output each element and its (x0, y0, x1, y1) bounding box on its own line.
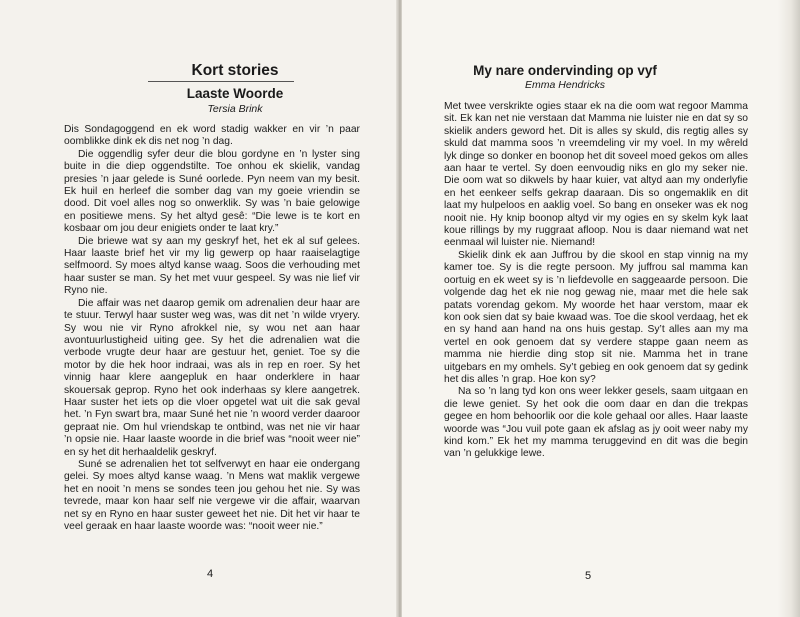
section-title-rule (148, 81, 294, 82)
right-page-number: 5 (585, 570, 592, 582)
right-story-body (444, 101, 748, 461)
left-story-body (64, 124, 360, 533)
left-paragraph: Die oggendlig syfer deur die blou gordyne en ’n lyster sing buite in die diep oggendstilte. Toe onhou ek skielik, vandag presies ’n jaar gelede is Suné oorlede. Pyn neem van my besit. Ek huil en herleef die somber dag van my goeie vriendin se dood. Dit voel alles nog so onwerklik. Sy was ’n baie gelowige en positiewe mens. Sy het altyd gesê: “Die lewe is te kort en kosbaar om jou deur enigiets onder te laat kry.” (64, 148, 360, 235)
right-paragraph: Na so ’n lang tyd kon ons weer lekker gesels, saam uitgaan en die lewe geniet. Sy het ook die oom daar en dan die trekpas gegee en hom behoorlik oor die kole gehaal oor alles. Haar laaste woorde was “Jou vuil pote gaan ek afslag as jy ooit weer naby my kind kom.” Ek het my mamma teruggevind en dit was die begin van ’n gelukkige lewe. (444, 386, 748, 460)
left-paragraph: Suné se adrenalien het tot selfverwyt en haar eie ondergang gelei. Sy moes altyd kanse waag. ’n Mens wat maklik vergewe het en nooit ’n mens se sondes teen jou gehou het nie. Sy was tevrede, maar kon haar self nie vergewe vir die affair, waarvan net sy en Ryno en haar suster geweet het nie. Dit het vir haar te veel geraak en haar laaste woorde was: “nooit weer nie.” (64, 458, 360, 532)
right-paragraph: Skielik dink ek aan Juffrou by die skool en stap vinnig na my kamer toe. Sy is die regte persoon. My juffrou sal mamma kan oortuig en ek weet sy is ’n liefdevolle en saggeaarde persoon. Die volgende dag het ek nie nog gewag nie, maar met die hele sak patats vorendag gekom. My woorde het haar verstom, maar ek kon ook sien dat sy baie kwaad was. Toe die skool verdaag, het ek en sy hand aan hand na ons huis gestap. Sy’t alles aan my ma vertel en ook genoem dat sy verdere stappe gaan neem as mamma nie hierdie ding stop sit nie. Mamma het in trane uitgebars en my omhels. Sy’t gebieg en ook genoem dat sy gedink het dis alles ’n grap. Hoe kon sy? (444, 249, 748, 385)
left-paragraph: Die affair was net daarop gemik om adrenalien deur haar are te stuur. Terwyl haar suster weg was, was dit net ’n wilde vryery. Sy wou nie vir Ryno afrokkel nie, sy wou net aan haar avontuurlustigheid uiting gee. Sy het die adrenalien wat die verbode vrugte deur haar are gestuur het, geniet. Toe sy die motor by die hek hoor indraai, was als in rep en roer. Sy het vinnig haar klere aangepluk en haar onderklere in haar skouersak geprop. Ryno het ook inderhaas sy klere aangetrek. Haar suster het iets op die vloer opgetel wat uit die sak geval het. ’n Fyn swart bra, maar Suné het nie ’n woord verder daaroor gepraat nie. Om hul vriendskap te ontbind, was net nie vir haar ’n opsie nie. Haar laaste woorde in die brief was “nooit weer nie” en sy het dit herhaaldelik geskryf. (64, 297, 360, 458)
left-page (0, 0, 398, 617)
right-story-author: Emma Hendricks (525, 79, 605, 91)
right-paragraph: Met twee verskrikte ogies staar ek na die oom wat regoor Mamma sit. Ek kan net nie verstaan dat Mamma nie luister nie en dat sy so skielik anders geword het. Dit is alles sy skuld, dis regtig alles sy skuld dat mamma soos ’n vreemdeling vir my voel. In my wêreld lyk dinge so donker en boonop het dit soveel moed gekos om alles aan haar te vertel. Sy doen eenvoudig niks en glo my seker nie. Die oom wat so dikwels by haar kuier, vat altyd aan my onderlyfie en het eenkeer selfs gekrap daaraan. Dis so ongemaklik en dit laat my hulpeloos en aaklig voel. So bang en onseker was ek nog nooit nie. Hy knip boonop altyd vir my ogies en sy skelm kyk laat koue rillings by my ruggraat afloop. Nou is daar niemand wat net eenmaal wil luister nie. Niemand! (444, 101, 748, 249)
left-story-author: Tersia Brink (207, 103, 263, 115)
right-story-title: My nare ondervinding op vyf (473, 63, 657, 78)
left-page-number: 4 (207, 568, 214, 580)
left-paragraph: Die briewe wat sy aan my geskryf het, het ek al suf gelees. Haar laaste brief het vir my lig gewerp op haar raaiselagtige selfmoord. Sy moes altyd kanse waag. Soos die verhouding met haar suster se man. Sy het met vuur gespeel. Sy was nie lief vir Ryno nie. (64, 235, 360, 297)
left-story-title: Laaste Woorde (186, 86, 284, 101)
left-paragraph: Dis Sondagoggend en ek word stadig wakker en vir ’n paar oomblikke dink ek dis net nog ’n dag. (64, 124, 360, 148)
section-title: Kort stories (191, 62, 279, 79)
page-edge-shadow (778, 0, 800, 617)
